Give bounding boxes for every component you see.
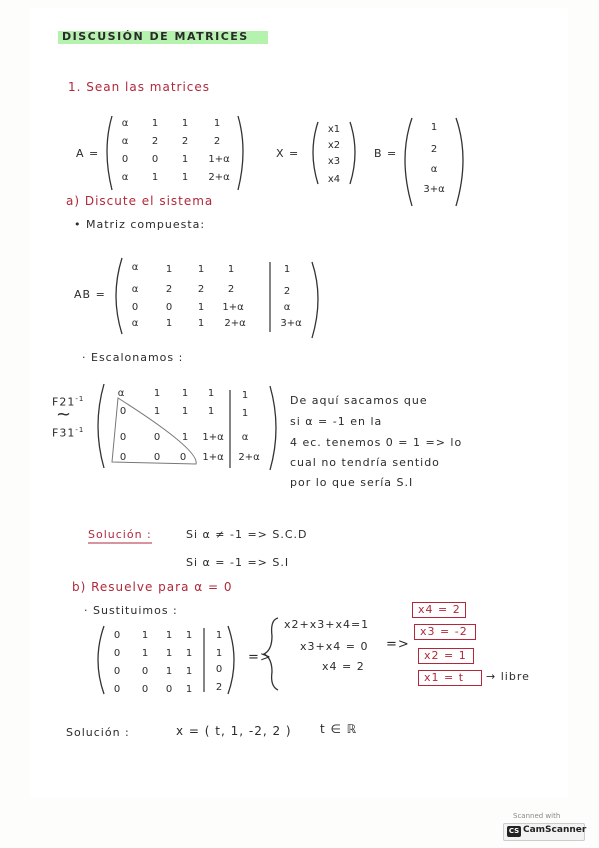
solution-a-case-1: Si α ≠ -1 => S.C.D xyxy=(186,528,308,541)
row-op-f31-sup: -1 xyxy=(75,426,85,434)
matrix-a-cell: 2 xyxy=(213,136,221,147)
matrix-sub-cell: 1 xyxy=(185,648,193,659)
vector-b-entry: 2 xyxy=(430,144,438,155)
row-op-f21-label: F21 xyxy=(52,395,76,409)
note-line: 4 ec. tenemos 0 = 1 => lo xyxy=(290,436,463,449)
matrix-esc-cell: α xyxy=(241,432,249,443)
matrix-a-cell: 1 xyxy=(151,118,159,129)
matrix-esc-cell: 1 xyxy=(181,406,189,417)
matrix-ab-cell: 0 xyxy=(131,302,139,313)
part-b-heading: b) Resuelve para α = 0 xyxy=(72,580,233,594)
system-eq: x2+x3+x4=1 xyxy=(284,618,370,631)
result-x3: x3 = -2 xyxy=(420,625,468,638)
matrix-ab-cell: 1+α xyxy=(222,302,244,313)
implies-arrow-1: => xyxy=(248,650,272,665)
matrix-ab-cell: 1 xyxy=(283,264,291,275)
note-line: si α = -1 en la xyxy=(290,415,383,428)
matrix-esc-cell: 1 xyxy=(207,406,215,417)
matrix-sub-cell: 1 xyxy=(215,630,223,641)
matrix-a-cell: 2 xyxy=(181,136,189,147)
matrix-ab-cell: α xyxy=(283,302,291,313)
matrix-esc-cell: 1+α xyxy=(202,432,224,443)
vector-b-label: B = xyxy=(374,147,398,160)
matrix-sub-cell: 1 xyxy=(215,648,223,659)
matrix-sub-cell: 0 xyxy=(165,684,173,695)
matrix-a-label: A = xyxy=(76,147,100,160)
matrix-ab-cell: 1 xyxy=(197,302,205,313)
matrix-a-cell: 0 xyxy=(121,154,129,165)
sustituimos-heading: · Sustituimos : xyxy=(84,604,178,617)
solution-a-label: Solución : xyxy=(88,528,152,541)
vector-x-entry: x2 xyxy=(327,140,341,151)
problem-statement: 1. Sean las matrices xyxy=(68,80,211,94)
libre-text: libre xyxy=(500,670,530,683)
matrix-esc-cell: 1 xyxy=(241,408,249,419)
matrix-esc-cell: 1 xyxy=(241,390,249,401)
note-line: De aquí sacamos que xyxy=(290,394,428,407)
matrix-ab-label: AB = xyxy=(74,288,106,301)
matrix-sub-cell: 0 xyxy=(113,630,121,641)
matrix-esc-cell: 1 xyxy=(153,406,161,417)
matrix-sub-cell: 0 xyxy=(113,666,121,677)
matrix-a-cell: 1+α xyxy=(208,154,230,165)
matrix-a-cell: 0 xyxy=(151,154,159,165)
matrix-ab-cell: 1 xyxy=(165,318,173,329)
result-x2: x2 = 1 xyxy=(424,649,467,662)
matrix-esc-cell: 1 xyxy=(153,388,161,399)
matrix-ab-cell: 1 xyxy=(227,264,235,275)
escalonamos-heading: · Escalonamos : xyxy=(82,351,184,364)
matrix-a-cell: 2+α xyxy=(208,172,230,183)
libre-note: → libre xyxy=(486,670,530,683)
implies-arrow-2: => xyxy=(386,637,410,652)
matrix-esc-cell: 1+α xyxy=(202,452,224,463)
matrix-ab-cell: 1 xyxy=(165,264,173,275)
matrix-ab-cell: 1 xyxy=(197,318,205,329)
row-op-f31-label: F31 xyxy=(52,426,76,440)
matrix-esc-cell: 0 xyxy=(153,452,161,463)
note-line: cual no tendría sentido xyxy=(290,456,440,469)
matrix-ab-cell: 2 xyxy=(165,284,173,295)
matrix-sub-cell: 1 xyxy=(185,684,193,695)
matrix-esc-cell: 0 xyxy=(153,432,161,443)
matrix-ab-cell: 2 xyxy=(197,284,205,295)
bullet-matrix-compuesta: • Matriz compuesta: xyxy=(74,218,206,231)
row-op-tilde: ~ xyxy=(56,404,73,425)
matrix-sub-cell: 1 xyxy=(141,648,149,659)
matrix-esc-cell: 1 xyxy=(181,432,189,443)
matrix-sub-cell: 1 xyxy=(185,666,193,677)
final-solution-label: Solución : xyxy=(66,726,130,739)
stamp-brand: CamScanner xyxy=(523,825,587,835)
matrix-ab-cell: 2 xyxy=(227,284,235,295)
camscanner-logo-icon: CS xyxy=(508,827,520,835)
matrix-a-cell: α xyxy=(121,118,129,129)
matrix-ab-cell: 2+α xyxy=(224,318,246,329)
vector-b-entry: 3+α xyxy=(423,184,445,195)
matrix-sub-cell: 1 xyxy=(165,648,173,659)
matrix-ab-cell: 2 xyxy=(283,286,291,297)
matrix-a-cell: 1 xyxy=(181,154,189,165)
matrix-a-cell: 1 xyxy=(181,118,189,129)
stamp-caption: Scanned with xyxy=(513,812,561,820)
matrix-a-cell: 1 xyxy=(181,172,189,183)
matrix-esc-cell: 1 xyxy=(207,388,215,399)
page-title: DISCUSIÓN DE MATRICES xyxy=(62,30,249,43)
matrix-sub-cell: 1 xyxy=(141,630,149,641)
solution-a-case-2: Si α = -1 => S.I xyxy=(186,556,290,569)
row-op-f31 xyxy=(52,426,84,440)
system-eq: x3+x4 = 0 xyxy=(300,640,369,653)
vector-x-label: X = xyxy=(276,147,300,160)
matrix-a-cell: 1 xyxy=(151,172,159,183)
part-a-heading: a) Discute el sistema xyxy=(66,194,214,208)
note-line: por lo que sería S.I xyxy=(290,476,414,489)
vector-x-entry: x4 xyxy=(327,174,341,185)
result-x4: x4 = 2 xyxy=(418,603,461,616)
stamp-badge xyxy=(503,823,585,841)
system-eq: x4 = 2 xyxy=(322,660,365,673)
matrix-sub-cell: 0 xyxy=(113,648,121,659)
matrix-esc-cell: 0 xyxy=(179,452,187,463)
matrix-a-cell: 2 xyxy=(151,136,159,147)
row-op-f21-sup: -1 xyxy=(75,395,85,403)
matrix-sub-cell: 1 xyxy=(185,630,193,641)
matrix-sub-cell: 0 xyxy=(113,684,121,695)
vector-b-entry: 1 xyxy=(430,122,438,133)
matrix-sub-cell: 1 xyxy=(165,666,173,677)
vector-b-entry: α xyxy=(430,164,438,175)
final-solution-vector: x = ( t, 1, -2, 2 ) xyxy=(176,724,292,738)
vector-x-entry: x1 xyxy=(327,124,341,135)
matrix-esc-cell: 1 xyxy=(181,388,189,399)
matrix-esc-cell: α xyxy=(117,388,125,399)
matrix-ab-cell: α xyxy=(131,284,139,295)
matrix-ab-cell: 1 xyxy=(197,264,205,275)
matrix-esc-cell: 2+α xyxy=(238,452,260,463)
matrix-ab-cell: 0 xyxy=(165,302,173,313)
matrix-ab-cell: 3+α xyxy=(280,318,302,329)
vector-x-entry: x3 xyxy=(327,156,341,167)
matrix-sub-cell: 0 xyxy=(141,684,149,695)
result-x1: x1 = t xyxy=(424,671,465,684)
matrix-a-cell: 1 xyxy=(213,118,221,129)
matrix-sub-cell: 0 xyxy=(141,666,149,677)
matrix-a-cell: α xyxy=(121,136,129,147)
camscanner-stamp xyxy=(503,812,585,840)
matrix-a-cell: α xyxy=(121,172,129,183)
matrix-ab-cell: α xyxy=(131,318,139,329)
matrix-esc-cell: 0 xyxy=(119,432,127,443)
matrix-esc-cell: 0 xyxy=(119,406,127,417)
matrix-esc-cell: 0 xyxy=(119,452,127,463)
matrix-sub-cell: 2 xyxy=(215,682,223,693)
matrix-sub-cell: 1 xyxy=(165,630,173,641)
matrix-sub-cell: 0 xyxy=(215,664,223,675)
matrix-ab-cell: α xyxy=(131,262,139,273)
final-solution-domain: t ∈ ℝ xyxy=(320,722,358,736)
